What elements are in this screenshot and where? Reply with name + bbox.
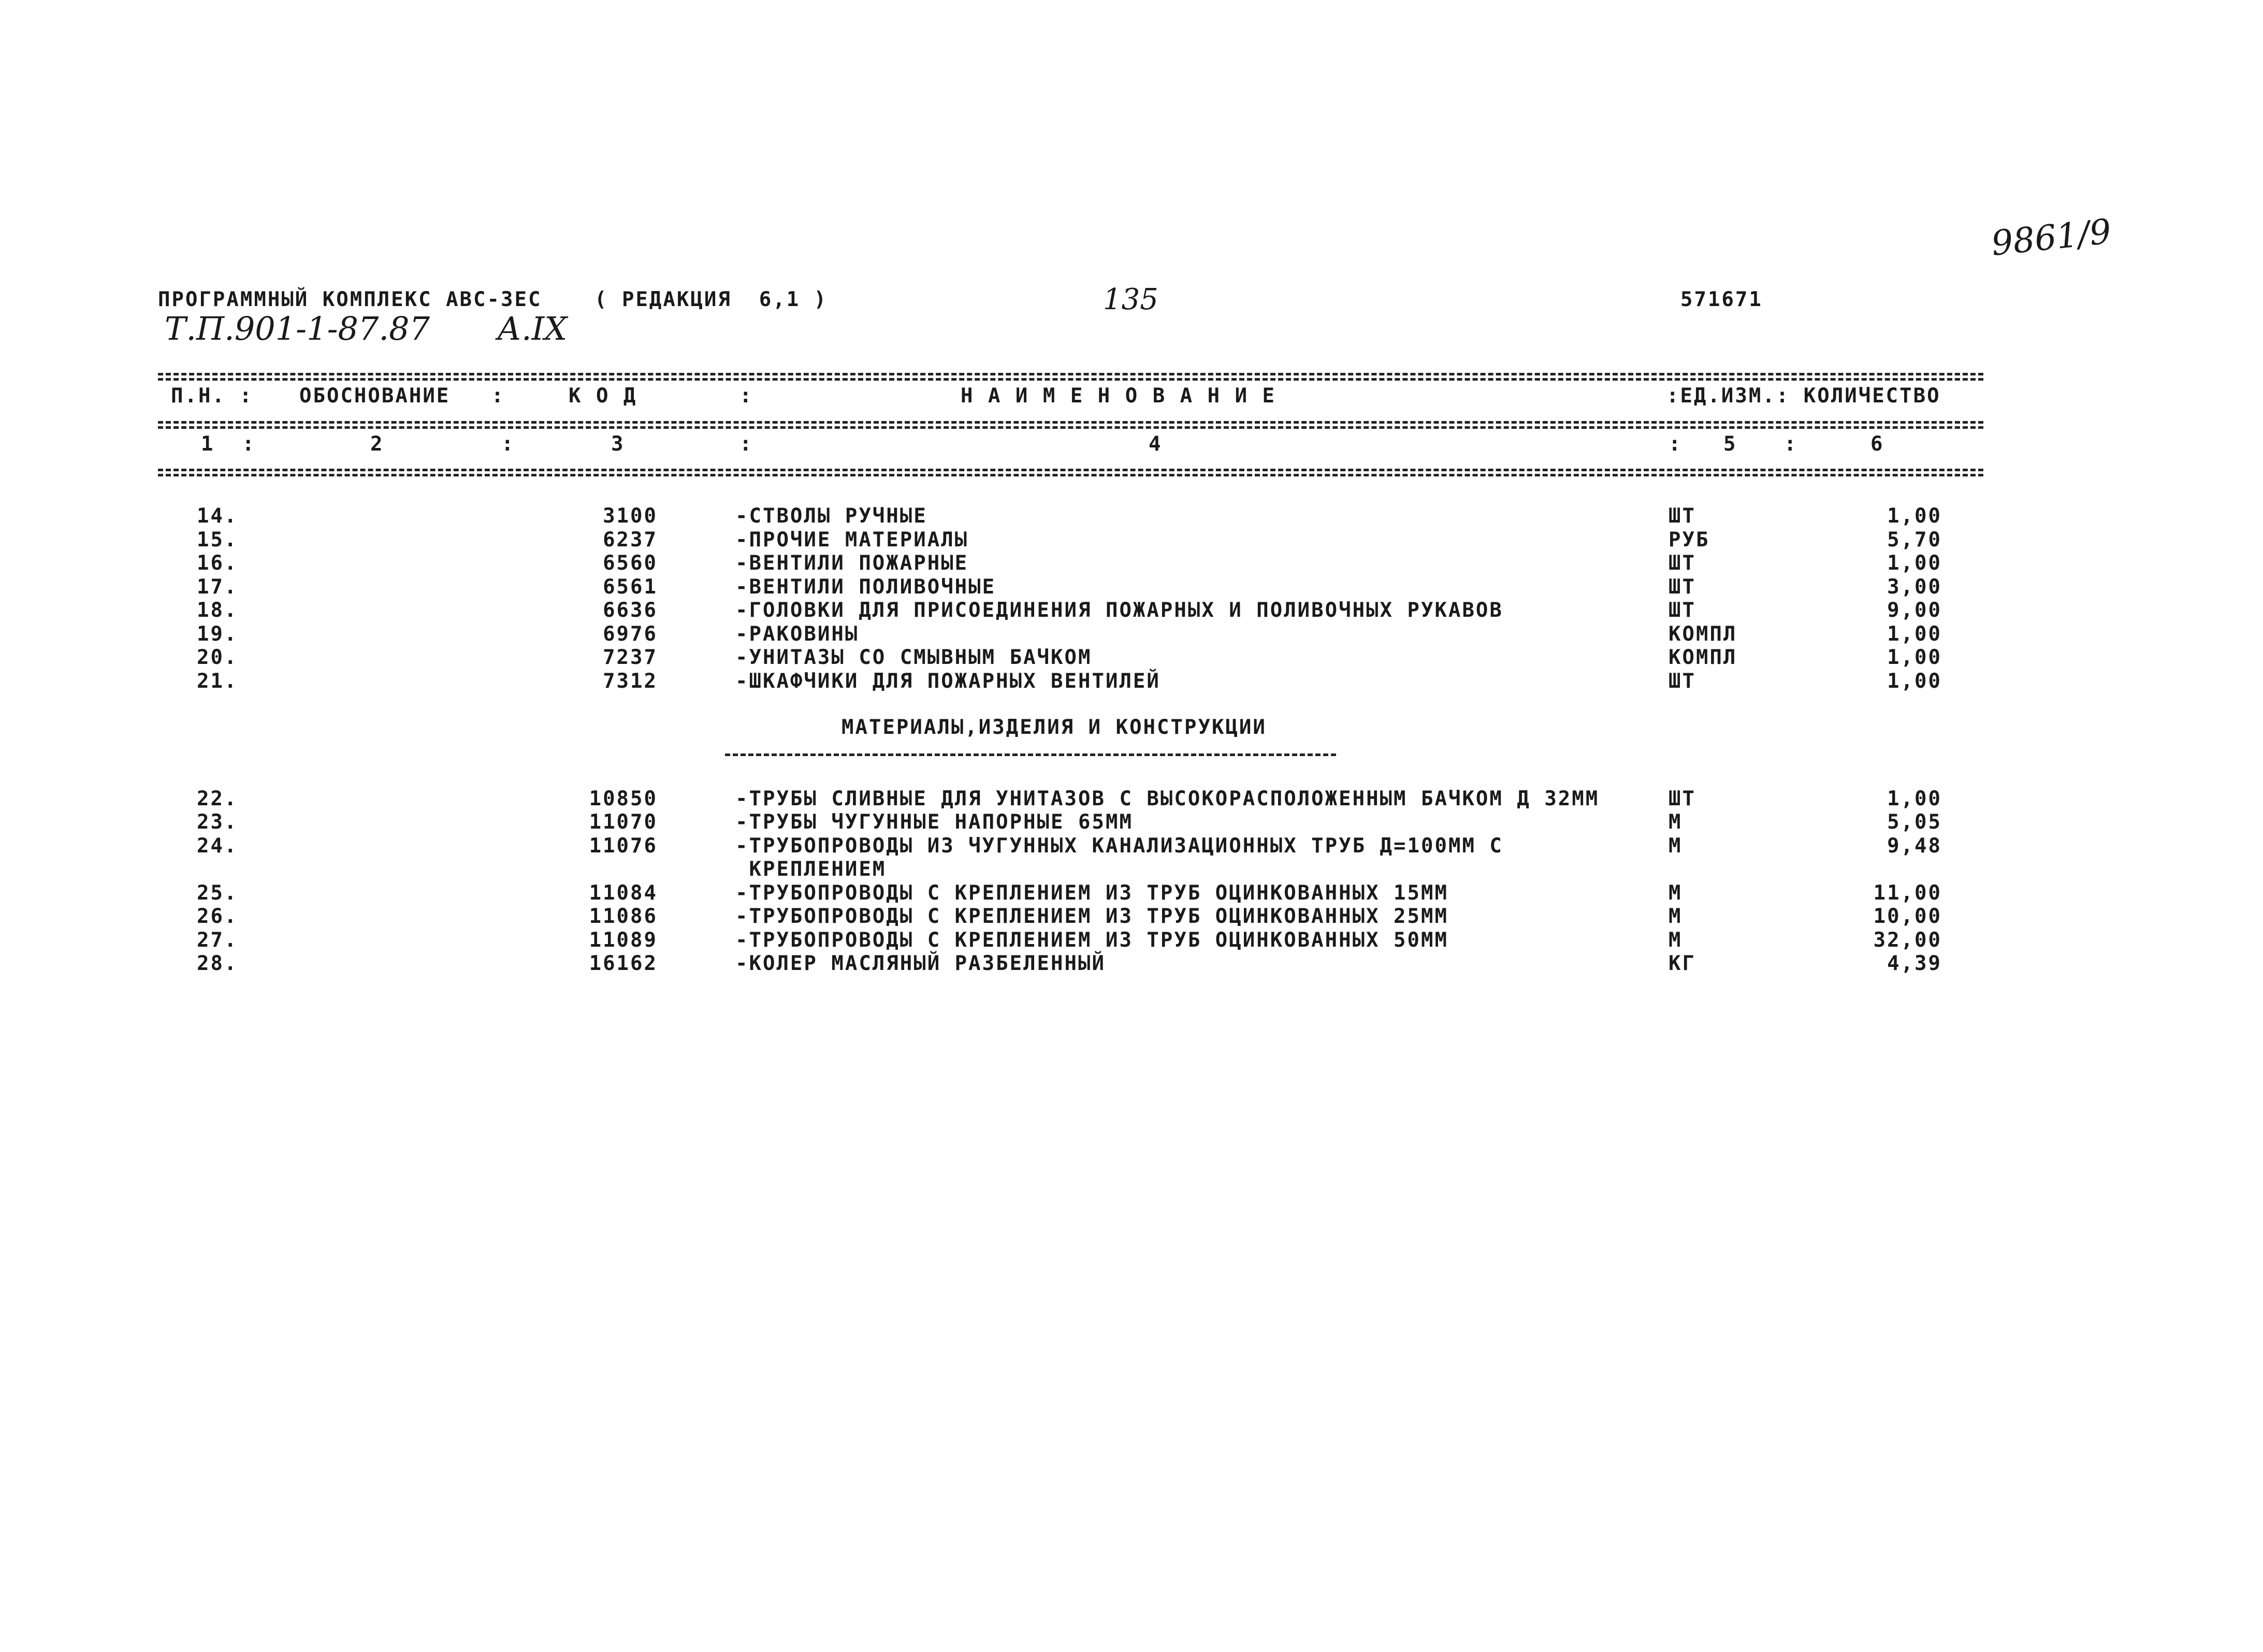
row-name-continuation: КРЕПЛЕНИЕМ — [735, 858, 887, 881]
row-name: -СТВОЛЫ РУЧНЫЕ — [735, 504, 927, 528]
row-code: 7237 — [603, 646, 658, 669]
col-sep: : — [739, 384, 753, 408]
colnum-5-sep: : — [1784, 432, 1798, 456]
col-basis: ОБОСНОВАНИЕ : — [299, 384, 505, 408]
row-code: 11089 — [589, 929, 658, 952]
row-qty: 4,39 — [1887, 952, 1942, 975]
row-qty: 1,00 — [1887, 552, 1942, 575]
row-qty: 1,00 — [1887, 504, 1942, 528]
colnum-2: 2 — [370, 432, 384, 456]
row-qty: 1,00 — [1887, 646, 1942, 669]
row-unit: РУБ — [1669, 528, 1710, 552]
colnum-2-sep: : — [501, 432, 515, 456]
table-row — [0, 905, 2263, 929]
row-name: -РАКОВИНЫ — [735, 622, 859, 646]
row-qty: 9,48 — [1887, 834, 1942, 858]
edition: ( РЕДАКЦИЯ 6,1 ) — [594, 288, 828, 311]
row-qty: 11,00 — [1873, 881, 1942, 905]
doc-number: 571671 — [1680, 288, 1763, 311]
row-num: 22. — [197, 787, 238, 810]
row-num: 23. — [197, 810, 238, 834]
row-name: -ВЕНТИЛИ ПОЛИВОЧНЫЕ — [735, 575, 996, 599]
table-row — [0, 952, 2263, 976]
row-unit: ШТ — [1669, 552, 1696, 575]
row-code: 6976 — [603, 622, 658, 646]
row-code: 11084 — [589, 881, 658, 905]
row-num: 15. — [197, 528, 238, 552]
col-code: К О Д — [569, 384, 637, 408]
col-unit-qty: :ЕД.ИЗМ.: КОЛИЧЕСТВО — [1666, 384, 1941, 408]
rule-body-1 — [158, 469, 1983, 471]
row-num: 14. — [197, 504, 238, 528]
table-row — [0, 929, 2263, 953]
row-qty: 32,00 — [1873, 929, 1942, 952]
colnum-3: 3 — [611, 432, 625, 456]
row-unit: М — [1669, 881, 1682, 905]
col-num: П.Н. : — [171, 384, 253, 408]
row-code: 6237 — [603, 528, 658, 552]
row-num: 18. — [197, 599, 238, 622]
rule-body-2 — [158, 474, 1983, 476]
table-row-continuation — [0, 858, 2263, 882]
table-row — [0, 623, 2263, 647]
project-code: Т.П.901-1-87.87 — [165, 310, 430, 347]
row-code: 10850 — [589, 787, 658, 810]
row-unit: ШТ — [1669, 575, 1696, 599]
row-name: -УНИТАЗЫ СО СМЫВНЫМ БАЧКОМ — [735, 646, 1092, 669]
table-row — [0, 505, 2263, 529]
row-qty: 5,70 — [1887, 528, 1942, 552]
row-unit: М — [1669, 929, 1682, 952]
row-unit: М — [1669, 905, 1682, 928]
row-unit: ШТ — [1669, 670, 1696, 693]
table-row — [0, 811, 2263, 835]
row-code: 6561 — [603, 575, 658, 599]
row-code: 6560 — [603, 552, 658, 575]
row-name: -ВЕНТИЛИ ПОЖАРНЫЕ — [735, 552, 969, 575]
table-row — [0, 882, 2263, 906]
row-name: -ТРУБЫ ЧУГУННЫЕ НАПОРНЫЕ 65ММ — [735, 810, 1133, 834]
row-name: -ТРУБОПРОВОДЫ С КРЕПЛЕНИЕМ ИЗ ТРУБ ОЦИНКОВАННЫХ 50ММ — [735, 929, 1448, 952]
col-name: Н А И М Е Н О В А Н И Е — [961, 384, 1276, 408]
row-qty: 1,00 — [1887, 622, 1942, 646]
table-row — [0, 576, 2263, 600]
row-qty: 5,05 — [1887, 810, 1942, 834]
section-title: МАТЕРИАЛЫ,ИЗДЕЛИЯ И КОНСТРУКЦИИ — [842, 716, 1267, 739]
row-unit: ШТ — [1669, 787, 1696, 810]
row-name: -ТРУБОПРОВОДЫ С КРЕПЛЕНИЕМ ИЗ ТРУБ ОЦИНКОВАННЫХ 15ММ — [735, 881, 1448, 905]
row-num: 27. — [197, 929, 238, 952]
row-qty: 1,00 — [1887, 670, 1942, 693]
row-code: 16162 — [589, 952, 658, 975]
rule-mid-1 — [158, 421, 1983, 424]
row-num: 25. — [197, 881, 238, 905]
colnum-5: 5 — [1723, 432, 1737, 456]
row-code: 11086 — [589, 905, 658, 928]
row-num: 20. — [197, 646, 238, 669]
row-code: 11070 — [589, 810, 658, 834]
table-row — [0, 552, 2263, 576]
program-name: ПРОГРАММНЫЙ КОМПЛЕКС АВС-3ЕС — [158, 288, 542, 311]
row-num: 24. — [197, 834, 238, 858]
row-num: 28. — [197, 952, 238, 975]
row-unit: КОМПЛ — [1669, 646, 1737, 669]
colnum-3-sep: : — [739, 432, 753, 456]
table-row — [0, 646, 2263, 670]
row-qty: 3,00 — [1887, 575, 1942, 599]
row-num: 17. — [197, 575, 238, 599]
archive-stamp: 9861/9 — [1989, 211, 2113, 264]
row-unit: М — [1669, 834, 1682, 858]
row-qty: 9,00 — [1887, 599, 1942, 622]
row-unit: КГ — [1669, 952, 1696, 975]
colnum-4: 4 — [1149, 432, 1163, 456]
table-row — [0, 835, 2263, 859]
row-num: 16. — [197, 552, 238, 575]
row-name: -ТРУБОПРОВОДЫ С КРЕПЛЕНИЕМ ИЗ ТРУБ ОЦИНКОВАННЫХ 25ММ — [735, 905, 1448, 928]
row-qty: 10,00 — [1873, 905, 1942, 928]
row-unit: ШТ — [1669, 599, 1696, 622]
colnum-1: 1 : — [201, 432, 256, 456]
rule-top-1 — [158, 373, 1983, 375]
table-row — [0, 788, 2263, 811]
row-name: -ШКАФЧИКИ ДЛЯ ПОЖАРНЫХ ВЕНТИЛЕЙ — [735, 670, 1160, 693]
row-name: -ТРУБОПРОВОДЫ ИЗ ЧУГУННЫХ КАНАЛИЗАЦИОННЫХ ТРУБ Д=100ММ С — [735, 834, 1503, 858]
row-name: -ПРОЧИЕ МАТЕРИАЛЫ — [735, 528, 969, 552]
rule-mid-2 — [158, 426, 1983, 429]
row-code: 11076 — [589, 834, 658, 858]
row-code: 7312 — [603, 670, 658, 693]
row-name: -ТРУБЫ СЛИВНЫЕ ДЛЯ УНИТАЗОВ С ВЫСОКОРАСПОЛОЖЕННЫМ БАЧКОМ Д 32ММ — [735, 787, 1600, 810]
row-qty: 1,00 — [1887, 787, 1942, 810]
colnum-6: 6 — [1870, 432, 1884, 456]
section-title-underline — [725, 753, 1336, 756]
row-num: 19. — [197, 622, 238, 646]
row-num: 21. — [197, 670, 238, 693]
colnum-4-sep: : — [1669, 432, 1682, 456]
row-unit: ШТ — [1669, 504, 1696, 528]
album-number: А.IX — [497, 310, 568, 347]
table-row — [0, 529, 2263, 553]
row-unit: М — [1669, 810, 1682, 834]
table-row — [0, 670, 2263, 694]
row-code: 6636 — [603, 599, 658, 622]
row-name: -КОЛЕР МАСЛЯНЫЙ РАЗБЕЛЕННЫЙ — [735, 952, 1106, 975]
table-row — [0, 599, 2263, 623]
rule-top-2 — [158, 378, 1983, 381]
row-num: 26. — [197, 905, 238, 928]
page-number: 135 — [1103, 283, 1158, 316]
row-unit: КОМПЛ — [1669, 622, 1737, 646]
row-name: -ГОЛОВКИ ДЛЯ ПРИСОЕДИНЕНИЯ ПОЖАРНЫХ И ПОЛИВОЧНЫХ РУКАВОВ — [735, 599, 1503, 622]
row-code: 3100 — [603, 504, 658, 528]
